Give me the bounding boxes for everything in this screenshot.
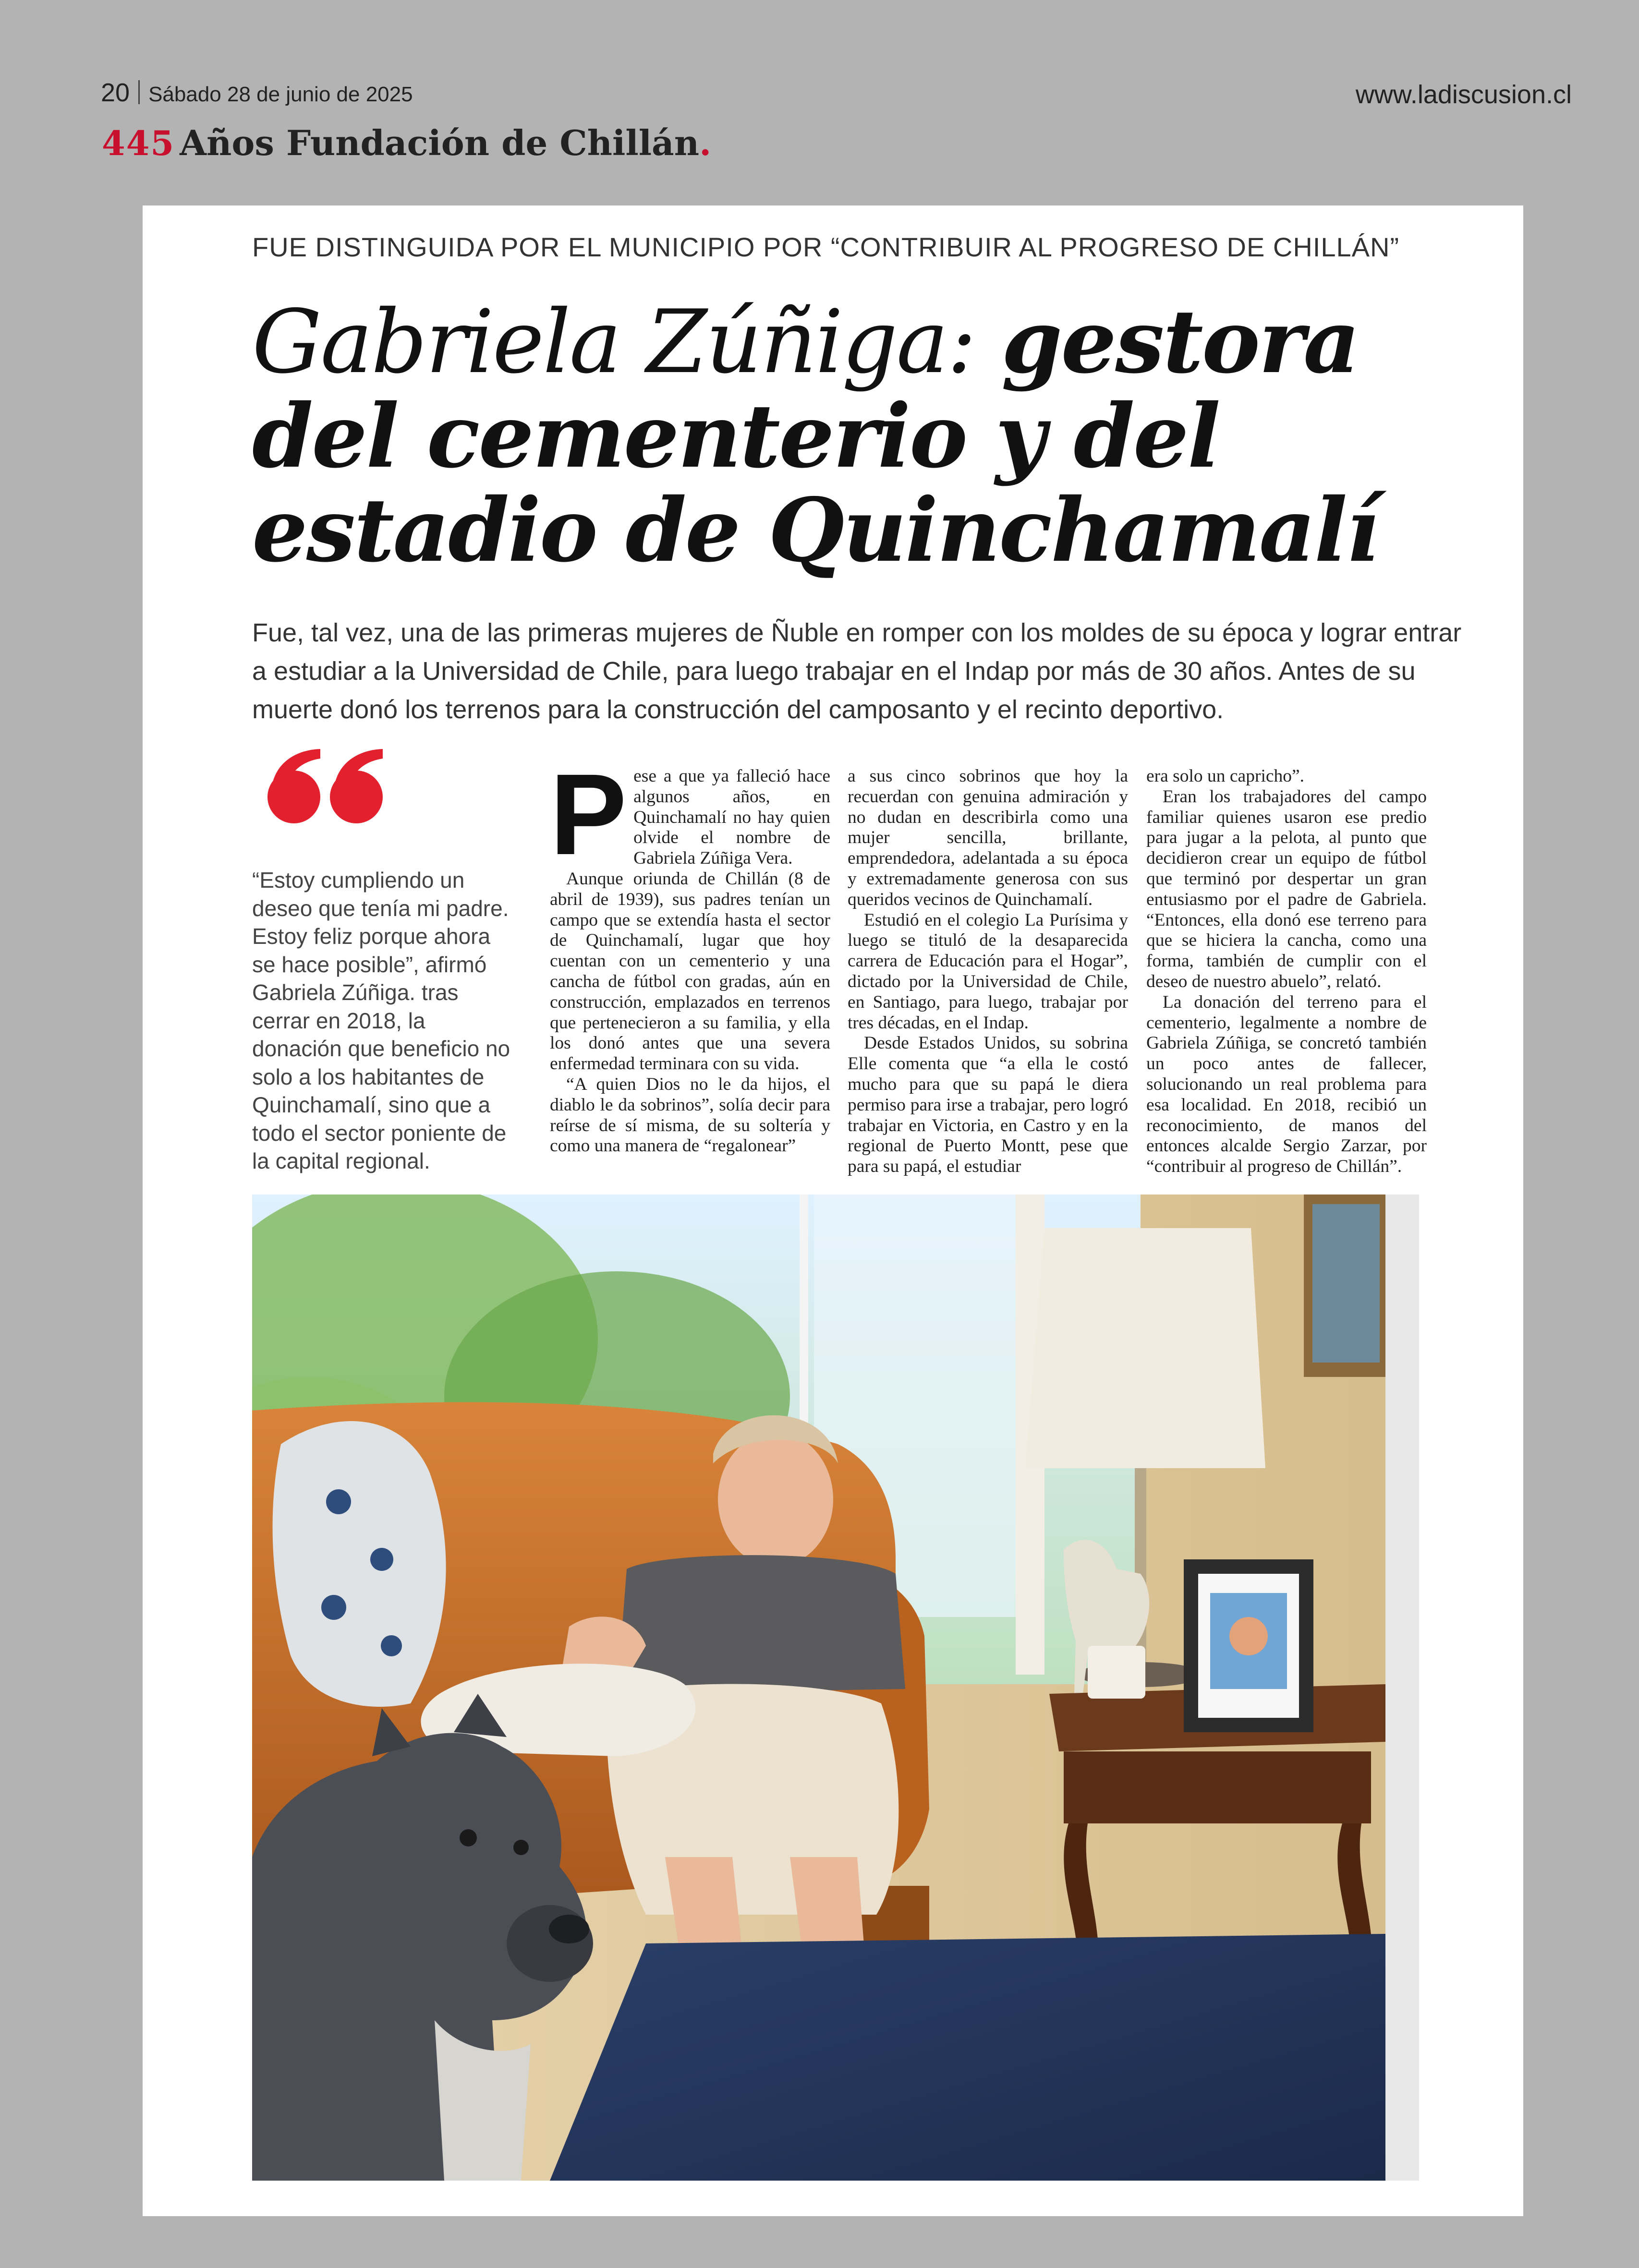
cushion [273,1421,446,1707]
article-headline [252,290,1462,581]
headline-name: Gabriela Zúñiga: [252,291,1002,393]
photo-frame [1184,1559,1313,1732]
article-photo [252,1194,1419,2181]
headline-bold: gestora del cementerio y del estadio de Quinchamalí [252,290,1378,581]
pull-quote: “Estoy cumpliendo un deseo que tenía mi padre. Estoy feliz porque ahora se hace posible”, afirmó Gabriela Zúñiga. tras cerrar en 2018, la donación que beneficio no solo a los habitantes de Quinchamalí, sino que a todo el sector poniente de la capital regional. [252,868,510,1173]
body-paragraph: La donación del terreno para el cementerio, legalmente a nombre de Gabriela Zúñiga, se concretó también un poco antes de fallecer, solucionando un real problema para esa localidad. En 2018, recibió un reconocimiento, de manos del entonces alcalde Sergio Zarzar, por “contribuir al progreso de Chillán”. [1146,992,1427,1177]
framed-picture [1304,1194,1385,1377]
body-paragraph: era solo un capricho”. [1146,766,1305,786]
page-number: 20 [101,78,130,107]
photo-right-margin [1385,1194,1419,2181]
body-paragraph: Desde Estados Unidos, su sobrina Elle comenta que “a ella le costó mucho para que su papá le diera permiso para irse a trabajar, pero logró trabajar en Victoria, en Castro y en la regional de Puerto Montt, pese que para su papá, el estudiar [848,1033,1128,1177]
body-paragraph: Aunque oriunda de Chillán (8 de abril de 1939), sus padres tenían un campo que se extendía hasta el sector de Quinchamalí, lugar que hoy cuentan con un cementerio y una cancha de fútbol con gradas, aún en construcción, emplazados en terrenos que pertenecieron a su familia, y ella los donó antes que una severa enfermedad terminara con su vida. [550,869,830,1074]
header-divider [138,80,140,104]
page-header-left [101,78,413,108]
body-paragraph: Pese a que ya falleció hace algunos años, en Quinchamalí no hay quien olvide el nombre de Gabriela Zúñiga Vera. [550,750,830,879]
quote-icon [248,739,402,826]
article-lead: Fue, tal vez, una de las primeras mujeres de Ñuble en romper con los moldes de su época y lograr entrar a estudiar a la Universidad de Chile, para luego trabajar en el Indap por más de 30 años. Antes de su muerte donó los terrenos para la construcción del camposanto y el recinto deportivo. [252,618,1462,724]
body-paragraph: “A quien Dios no le da hijos, el diablo le da sobrinos”, solía decir para reírse de sí misma, de su soltería y como una manera de “regalonear” [550,1074,830,1156]
website-url[interactable]: www.ladiscusion.cl [1355,80,1572,109]
body-column-2 [848,766,1128,1177]
section-number: 445 [102,123,175,163]
section-header [102,122,711,163]
body-column-3 [1146,766,1427,1177]
article-card [143,205,1523,2216]
rug [550,1934,1385,2181]
section-dot: . [699,122,712,163]
body-paragraph: Eran los trabajadores del campo familiar quienes usaron ese predio para jugar a la pelota, al punto que decidieron crear un equipo de fútbol que terminó por despertar un gran entusiasmo por el padre de Gabriela. “Entonces, ella donó ese terreno para que se hiciera la cancha, como una forma, también de cumplir con el deseo de nuestro abuelo”, relató. [1146,786,1427,991]
candle [1088,1646,1145,1699]
body-paragraph: Estudió en el colegio La Purísima y luego se tituló de la desaparecida carrera de Educación para el Hogar”, dictado por la Universidad de Chile, en Santiago, para luego, trabajar por tres décadas, en el Indap. [848,910,1128,1033]
section-title: Años Fundación de Chillán [180,122,700,163]
body-column-1 [550,750,830,1157]
article-kicker: FUE DISTINGUIDA POR EL MUNICIPIO POR “CONTRIBUIR AL PROGRESO DE CHILLÁN” [252,232,1400,262]
drop-cap: P [550,750,627,879]
issue-date: Sábado 28 de junio de 2025 [148,83,413,106]
body-paragraph: a sus cinco sobrinos que hoy la recuerdan con genuina admiración y no dudan en describirla como una mujer sencilla, brillante, emprendedora, adelantada a su época y extremadamente generosa con sus queridos vecinos de Quinchamalí. [848,766,1128,909]
